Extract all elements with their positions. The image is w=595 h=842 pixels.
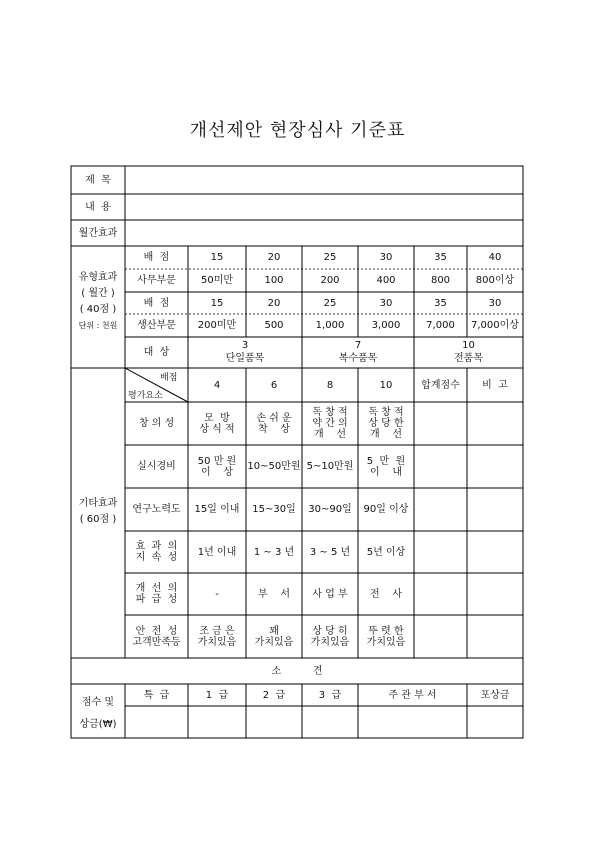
points-cell: 20 [267, 252, 281, 263]
target-single: 3 단일품목 [225, 340, 265, 364]
criterion-cell: 5~10만원 [306, 461, 354, 472]
production-label: 생산부문 [137, 320, 176, 331]
content-field[interactable] [126, 195, 522, 219]
grade-1: 1 급 [205, 689, 229, 701]
criterion-cell: - [215, 588, 219, 600]
sum-score-header: 합계점수 [421, 379, 460, 391]
production-value: 1,000 [315, 320, 345, 331]
tangible-effect-label: 유형효과 ( 월간 ) ( 40점 ) 단위 : 천원 [78, 272, 118, 330]
criterion-safety: 안 전 성 고객만족등 [132, 625, 181, 648]
target-label: 대 상 [143, 347, 170, 358]
criterion-cell: 뚜 렷 한 가치있음 [366, 625, 406, 648]
score-header: 10 [379, 379, 393, 391]
criterion-cell: 독 창 적 상 당 한 개 선 [368, 407, 404, 440]
production-value: 3,000 [371, 320, 401, 331]
production-value: 500 [264, 320, 284, 331]
criterion-cell: 전 사 [369, 588, 403, 600]
criterion-cell: 1 ~ 3 년 [253, 546, 295, 558]
criterion-cell: 모 방 상 식 적 [199, 412, 235, 435]
points-label: 배 점 [143, 297, 170, 309]
office-value: 100 [264, 275, 284, 286]
prize-label: 포상금 [480, 689, 510, 701]
office-value: 400 [376, 275, 396, 286]
score-header: 4 [213, 379, 221, 391]
criterion-cell: 부 서 [257, 588, 291, 600]
criterion-cell: 5년 이상 [366, 546, 406, 558]
criterion-cost: 실시경비 [137, 461, 176, 472]
criterion-cell: 손 쉬 운 착 상 [256, 412, 292, 435]
points-cell: 30 [379, 297, 393, 309]
points-label: 배 점 [143, 252, 170, 263]
criterion-effort: 연구노력도 [132, 504, 181, 515]
annual-effect-field[interactable] [126, 221, 522, 245]
criterion-cell: 조 금 은 가치있음 [197, 625, 237, 648]
criterion-cell: 15일 이내 [194, 504, 240, 515]
criterion-cell: 15~30일 [252, 504, 296, 515]
criterion-cell: 30~90일 [308, 504, 352, 515]
office-value: 200 [320, 275, 340, 286]
header-factor-label: 평가요소 [128, 391, 163, 401]
criterion-creativity: 창 의 성 [138, 418, 175, 429]
points-cell: 25 [323, 252, 337, 263]
score-header: 8 [326, 379, 334, 391]
criterion-cell: 1년 이내 [197, 546, 237, 558]
criterion-cell: 사 업 부 [312, 588, 348, 600]
production-value: 200미만 [197, 320, 237, 331]
production-value: 7,000이상 [471, 320, 519, 331]
points-cell: 35 [434, 297, 447, 309]
office-value: 800 [430, 275, 451, 286]
department-label: 주 관 부 서 [388, 689, 437, 701]
points-cell: 40 [488, 252, 502, 263]
office-label: 사무부문 [137, 275, 176, 286]
header-points-label: 배점 [160, 373, 178, 383]
criterion-cell: 5 만 원 이 내 [366, 455, 406, 478]
points-cell: 35 [434, 252, 447, 263]
criterion-spread: 개 선 의 파 급 성 [135, 583, 178, 605]
criterion-cell: 90일 이상 [363, 504, 409, 515]
target-multiple: 7 복수품목 [338, 340, 378, 364]
subject-field[interactable] [126, 167, 522, 193]
points-cell: 15 [210, 297, 224, 309]
criterion-cell: 10~50만원 [247, 461, 301, 472]
score-header: 6 [270, 379, 278, 391]
points-cell: 30 [488, 297, 502, 309]
annual-effect-label: 월간효과 [78, 227, 118, 239]
points-cell: 25 [323, 297, 337, 309]
points-cell: 20 [267, 297, 281, 309]
criterion-duration: 효 과 의 지 속 성 [135, 541, 178, 563]
target-all: 10 전품목 [454, 340, 483, 364]
grade-2: 2 급 [262, 689, 286, 701]
content-label: 내 용 [85, 201, 111, 213]
opinion-label: 소 견 [271, 665, 323, 677]
remark-header: 비 고 [482, 379, 508, 391]
criterion-cell: 상 당 히 가치있음 [310, 625, 350, 648]
points-cell: 15 [210, 252, 224, 263]
office-value: 50미만 [200, 275, 234, 286]
production-value: 7,000 [426, 320, 455, 331]
criterion-cell: 3 ~ 5 년 [309, 546, 351, 558]
subject-label: 제 목 [85, 174, 111, 186]
other-effect-label: 기타효과 ( 60점 ) [78, 498, 118, 525]
criterion-cell: 50 만 원 이 상 [197, 455, 237, 478]
score-prize-label: 점수 및 상금(₩) [79, 697, 117, 730]
grade-special: 특 급 [143, 689, 170, 701]
points-cell: 30 [379, 252, 393, 263]
office-value: 800이상 [475, 275, 515, 286]
criterion-cell: 꽤 가치있음 [254, 625, 294, 648]
criterion-cell: 독 창 적 약 간 의 개 선 [312, 407, 348, 440]
grade-3: 3 급 [318, 689, 342, 701]
page-title: 개선제안 현장심사 기준표 [189, 120, 406, 141]
